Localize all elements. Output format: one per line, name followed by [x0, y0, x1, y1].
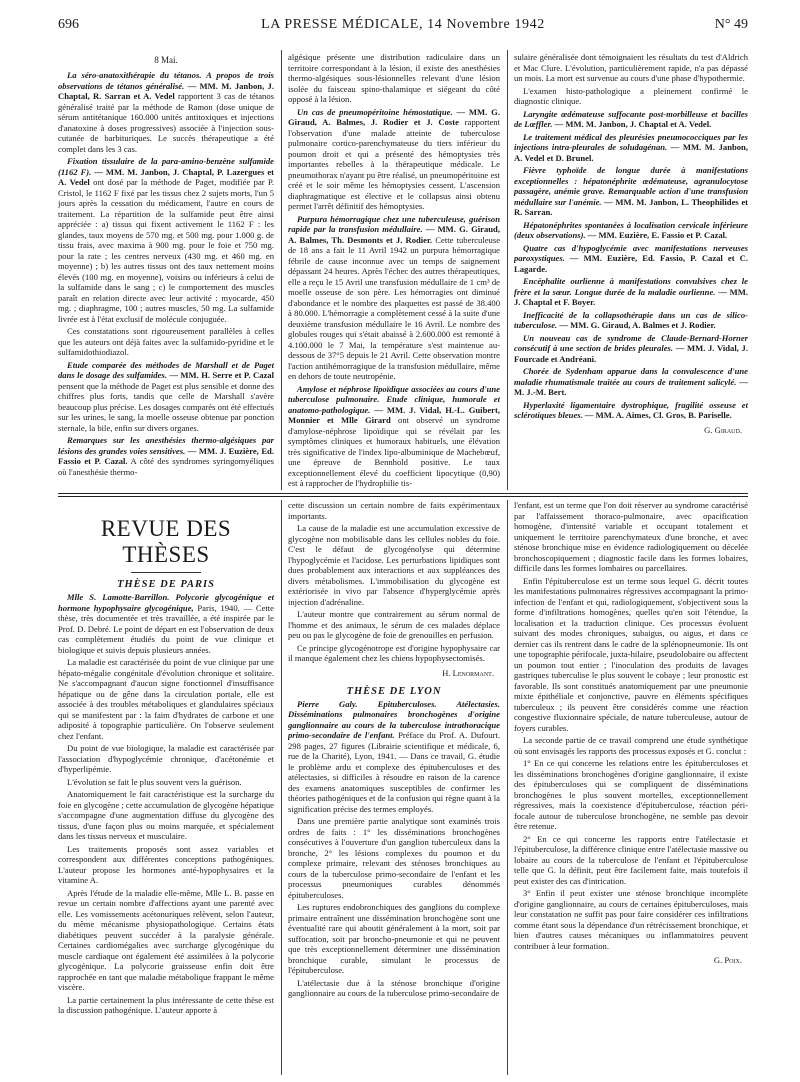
- paper-title: Un nouveau cas de syndrome de Claude-Bernard-Horner consécutif à une section de brides pleurales.: [514, 332, 748, 353]
- paper-authors: — MM. H. Serre et P. Cazal: [166, 370, 274, 380]
- paper-title: Purpura hémorragique chez une tuberculeuse, guérison rapide par la transfusion médullaire.: [288, 213, 500, 234]
- paragraph: [514, 310, 748, 331]
- paragraph: [288, 384, 500, 489]
- paragraph: [58, 888, 274, 993]
- paper-authors: — MM. G. Giraud, A. Balmes, Th. Desmonts et J. Rodier.: [288, 224, 500, 245]
- paragraph: [514, 86, 748, 107]
- paper-authors: — MM. A. Aimes, Cl. Gros, B. Pariselle.: [582, 410, 732, 420]
- signature: G. Poix.: [713, 955, 742, 965]
- paper-title: La séro-anatoxithérapie du tétanos. A propos de trois observations de tétanos généralisé.: [58, 70, 274, 91]
- paragraph: [288, 523, 500, 607]
- paragraph-text: La maladie est caractérisée du point de vue clinique par une hépato-mégalie congénitale d'évolution chronique et solitaire. Ne s'accompagnant d'aucun signe fonctionnel d'insuffisance hépatique ou de gêne dans la circulation portale, elle est associée à des troubles métaboliques et glandulaires spéciaux qui se manifestent par : la faim d'hydrates de carbone et une adiposité à topographie particulière. On l'observe seulement chez l'enfant.: [58, 657, 274, 741]
- paper-authors: — MM. G. Giraud, A. Balmes et J. Rodier.: [557, 320, 716, 330]
- paragraph-text: L'évolution se fait le plus souvent vers la guérison.: [67, 776, 242, 787]
- paragraph: [514, 758, 748, 832]
- paper-title: Remarques sur les anesthésies thermo-algésiques par lésions des grandes voies sensitives.: [58, 435, 274, 456]
- paper-title: Encéphalite ourlienne à manifestations convulsives chez le frère et la sœur. Longue durée de la maladie ourlienne.: [514, 276, 748, 297]
- paragraph: [514, 735, 748, 756]
- bottom-column-3: [514, 500, 748, 1075]
- paper-authors: — MM. M. Janbon, J. Chaptal, P. Lazergues et A. Vedel: [58, 166, 274, 187]
- top-column-1: [58, 55, 274, 491]
- paragraph-text: sulaire généralisée dont témoignaient les résultats du test d'Aldrich et Mac Clure. L'évolution, particulièrement rapide, n'a pas dépassé un mois. La mort est survenue au cours d'une phase d'hypothermie.: [514, 52, 748, 83]
- issue-number: N° 49: [714, 17, 748, 32]
- paragraph-text: rapportent l'observation d'une malade atteinte de tuberculose pulmonaire cortico-parenchymateuse du tiers inférieur du poumon droit et qui a présenté des hémoptysies très importantes rebelles à la thérapeutique médicale. Le pneumothorax n'ayant pu être réalisé, un pneumopéritoine est créé et le soir même les hémoptysies cessent. L'ascension diaphragmatique est élective et le collapsus ainsi obtenu permet l'arrêt définitif des hémoptysies.: [288, 117, 500, 211]
- paragraph: [58, 360, 274, 434]
- paragraph: [58, 777, 274, 788]
- paragraph: [514, 888, 748, 951]
- paragraph-text: Les traitements proposés sont assez variables et correspondent aux différentes conceptions pathogéniques. L'auteur propose les hormones anté-hypophysaires et la vitamine A.: [58, 843, 274, 885]
- paper-authors: — MM. J. Chaptal et F. Boyer.: [514, 286, 748, 307]
- paragraph-text: Après l'étude de la maladie elle-même, Mlle L. B. passe en revue un certain nombre d'affections ayant une parenté avec elle. Les vomissements acétonuriques relèvent, selon l'auteur, du même mécanisme physiopathologique. Certains états diabétiques peuvent succéder à la paralysie générale. Certaines cardiomégalies avec surcharge glycogénique du muscle cardiaque ont également été assimilées à la polycorie glycogénique. La polycorie graisseuse enfin doit être rapprochée en tant que maladie métabolique frappant le même viscère.: [58, 887, 274, 992]
- paragraph: [288, 978, 500, 999]
- paper-authors: — M. J.-M. Bert.: [514, 376, 748, 397]
- paper-authors: — MM. Euzière, Ed. Fassio, P. Cazal et C. Lagarde.: [514, 253, 748, 274]
- paragraph: [58, 326, 274, 358]
- paragraph-text: L'examen histo-pathologique a pleinement confirmé le diagnostic clinique.: [514, 85, 748, 106]
- paragraph-text: La cause de la maladie est une accumulation excessive de glycogène non mobilisable dans les cellules nobles du foie. C'est le défaut de glycogénolyse qui détermine l'hypoglycémie et l'acidose. Les perturbations lipidiques sont dues probablement aux interactions et aux suppléances des divers métabolismes. L'immobilisation du glycogène est extériorisée in vivo par l'absence d'hyperglycémie après injection d'adrénaline.: [288, 523, 500, 607]
- paper-title: Laryngite œdémateuse suffocante post-morbilleuse et bacilles de Lœffler.: [514, 108, 748, 129]
- heading-rule: [131, 572, 201, 573]
- paragraph: [514, 220, 748, 241]
- paper-authors: — MM. J. Euzière, Ed. Fassio et P. Cazal.: [58, 445, 274, 466]
- paragraph: [288, 902, 500, 976]
- paragraph-text: ont dosé par la méthode de Paget, modifiée par P. Cristol, le 1162 F fixé par les tissus chez 2 sujets morts, l'un 5 jours après la cessation du médicament, l'autre en cours de traitement. La répartition de la sulfamide peut être ainsi appréciée : a) tissus qui fixent activement le 1162 F : les glandes, taux moyens de 570 mg. et 500 mg. pour 1.000 g. de tissu frais, avec maxima à 900 mg. pour le foie et 750 mg. pour la rate ; les centres nerveux (430 mg. et 460 mg. en moyenne) ; b) les autres tissus ont des taux nettement moins élevés (100 mg. en moyenne), voisins ou inférieurs à celui de la sulfamide dans le sang ; c) le comportement des muscles paraît en relation directe avec leur activité : myocarde, 450 mg. ; diaphragme, 100 ; autres muscles, 50 mg. La sulfamide livrée est à l'état exclusif de molécule conjuguée.: [58, 177, 274, 324]
- paragraph: [58, 844, 274, 886]
- paper-title: Hépatonéphrites spontanées à localisation cervicale inférieure (deux observations).: [514, 219, 748, 240]
- paper-title: Fixation tissulaire de la para-amino-benzène sulfamide (1162 F).: [58, 156, 274, 177]
- paper-authors: — MM. J. Vidal, J. Fourcade et Andréani.: [514, 343, 748, 364]
- bottom-column-2: [288, 500, 500, 1075]
- paragraph-text: La partie certainement la plus intéressante de cette thèse est la discussion pathogénique. L'auteur apporte à: [58, 994, 274, 1015]
- paragraph-text: La seconde partie de ce travail comprend une étude synthétique où sont envisagés les rapports des processus exposés et G. conclut :: [514, 735, 748, 756]
- paragraph: [514, 132, 748, 164]
- paragraph: [514, 52, 748, 84]
- paragraph-text: Enfin l'épituberculose est un terme sous lequel G. décrit toutes les manifestations pulmonaires régressives accompagnant la primo-infection de l'enfant et qui, radiologiquement, s'objectivent sous la forme d'infiltrations homogènes, quelles qu'en soit l'étendue, la localisation et la traduction clinique. Ces processus évoluent suivant des modes chroniques, subaigus, ou aigus, et dans ce dernier cas ils rentrent dans le cadre de la splénopneumonie. Ils ont une topographie périfocale, juxta-hilaire, pseudolobaire ou affectent un poumon tout entier ; l'inoculation des produits de lavages gastriques tuberculise le plus souvent le cobaye ; leur pronostic est favorable. Ils sont constitués anatomiquement par une pneumonie mixte épithéliale et conjonctive, pauvre en éléments spécifiques tuberculeux ; ils peuvent être considérés comme une réaction congestive fluxionnaire spéciale, de nature tuberculeuse, autour de foyers curables.: [514, 575, 748, 733]
- paper-title: Chorée de Sydenham apparue dans la convalescence d'une maladie rhumatismale traitée au cours de traitement salicylé.: [514, 366, 748, 387]
- paper-title: Un cas de pneumopéritoine hémostatique.: [297, 106, 453, 117]
- paragraph-text: L'atélectasie due à la sténose bronchique d'origine ganglionnaire au cours de la tuberculose primo-secondaire de: [288, 977, 500, 998]
- masthead: LA PRESSE MÉDICALE, 14 Novembre 1942: [261, 17, 545, 32]
- paragraph-text: Les ruptures endobronchiques des ganglions du complexe primaire entraînent une dissémination bronchogène sont une éventualité rare qui aboutit généralement à la mort, soit par suffocation, soit par broncho-pneumonie et qui ne peuvent que très exceptionnellement déterminer une dissémination bronchique curable, simulant le processus de l'épituberculose.: [288, 902, 500, 975]
- paragraph: [514, 500, 748, 574]
- paragraph-text: L'auteur montre que contrairement au sérum normal de l'homme et des animaux, le sérum de ces malades déplace peu ou pas le glycogène de foie de grenouilles en perfusion.: [288, 609, 500, 640]
- paragraph: [58, 70, 274, 154]
- paragraph-text: algésique présente une distribution radiculaire dans un territoire correspondant à la lésion, il existe des anesthésies thermo-algésiques sous-lésionnelles relevant d'une lésion isolée du faisceau spino-thalamique et siégeant du côté opposé à la lésion.: [288, 52, 500, 104]
- thesis-section-title: THÈSE DE PARIS: [117, 579, 215, 590]
- paragraph: [58, 789, 274, 842]
- paragraph: [288, 214, 500, 382]
- top-column-3: [514, 52, 748, 491]
- thesis-section-title: THÈSE DE LYON: [346, 685, 442, 697]
- paragraph: [288, 609, 500, 641]
- paragraph: [514, 333, 748, 365]
- paragraph-text: Anatomiquement le fait caractéristique est la surcharge du foie en glycogène ; cette accumulation de glycogène hépatique s'accompagne d'une augmentation diffuse du glycogène des tissus, d'une façon plus ou moins marquée, et spécialement dans les tissus nerveux et musculaire.: [58, 789, 274, 841]
- paper-authors: — MM. M. Janbon, A. Vedel et D. Brunel.: [514, 142, 748, 163]
- paragraph: [514, 366, 748, 398]
- paper-authors: — MM. Euzière, E. Fassio et P. Cazal.: [585, 230, 728, 240]
- signature: G. Giraud.: [704, 424, 742, 435]
- page-number: 696: [58, 17, 79, 32]
- paper-title: Mlle S. Lamotte-Barrillon. Polycorie glycogénique et hormone hypophysaire glycogénique,: [58, 592, 274, 613]
- paper-title: Fièvre typhoïde de longue durée à manifestations exceptionnelles : hépatonéphrite œdémateuse, agranulocytose passagère, anémie grave. Remarquable action d'une transfusion médullaire sur l'anémie.: [514, 165, 748, 207]
- paragraph-text: 3° Enfin il peut exister une sténose bronchique incomplète d'origine ganglionnaire, au cours de certaines épituberculoses, mais leur constatation ne suffit pas pour faire considérer ces infiltrations comme étant sous la dépendance d'un rétrécissement bronchique, et bien d'autres causes mécaniques ou inflammatoires peuvent contribuer à leur formation.: [514, 888, 748, 951]
- bottom-column-1: [58, 500, 274, 1075]
- paper-title: Pierre Galy. Epituberculoses. Atélectasies. Disséminations pulmonaires bronchogènes d'origine ganglionnaire au cours de la tuberculose intrathoracique primo-secondaire de l'enfant.: [288, 698, 500, 740]
- paragraph-text: A côté des syndromes syringomyéliques où l'anesthésie thermo-: [58, 456, 274, 477]
- page-header: [58, 17, 748, 35]
- paragraph-text: 1° En ce qui concerne les relations entre les épituberculoses et les disséminations bronchogènes d'origine ganglionnaire, il existe des épituberculoses qui se compliquent de disséminations bronchogènes le plus souvent mortelles, exceptionnellement régressives, mais la coexistence d'épituberculose, réaction péri-focale autour de tuberculose bronchogène, ne semble pas devoir être retenue.: [514, 758, 748, 831]
- paper-title: Le traitement médical des pleurésies pneumococciques par les injections intra-pleurales de soludagénan.: [514, 131, 748, 152]
- column-divider: [507, 500, 508, 1075]
- paragraph: [514, 165, 748, 218]
- paper-title: Amylose et néphrose lipoïdique associées au cours d'une tuberculose pulmonaire. Etude clinique, humorale et anatomo-pathologique.: [288, 383, 500, 415]
- paragraph: [58, 592, 274, 655]
- paragraph: [58, 657, 274, 741]
- paragraph: [514, 834, 748, 887]
- paragraph-text: cette discussion un certain nombre de faits expérimentaux importants.: [288, 500, 500, 521]
- paragraph: [58, 995, 274, 1016]
- paragraph-text: Ce principe glycogénotrope est d'origine hypophysaire car il manque également chez les chiens hypophysectomisés.: [288, 642, 500, 663]
- paper-title: Quatre cas d'hypoglycémie avec manifestations nerveuses paroxystiques.: [514, 242, 748, 263]
- paragraph-text: Paris, 1940. — Cette thèse, très documentée et très travaillée, a été inspirée par le Prof. D. Debré. Le point de départ en est l'observation de deux cas complètement étudiés du point de vue clinique et biologique et suivis depuis plusieurs années.: [58, 602, 274, 655]
- paragraph-text: rapportent 3 cas de tétanos généralisé traité par la méthode de Ramon (dose unique de sérum antitétanique 160.000 unités antitoxiques et injections d'anatoxine à doses progressives) associée à l'injection sous-cutanée de barbituriques. Le succès thérapeutique a été complet dans les 3 cas.: [58, 91, 274, 154]
- paragraph-text: Ces constatations sont rigoureusement parallèles à celles que les auteurs ont déjà faites avec la sulfamido-pyridine et le sulfamidothiodiazol.: [58, 326, 274, 357]
- paragraph: [514, 576, 748, 734]
- signature: H. Lenormant.: [442, 667, 494, 678]
- paragraph-text: 2° En ce qui concerne les rapports entre l'atélectasie et l'épituberculose, la différence clinique entre l'atélectasie massive ou lobaire au cours de la tuberculose de l'enfant et l'épituberculose telle que G. la définit, peut être facilement faite, mais toutefois il peut exister des cas d'intrication.: [514, 833, 748, 886]
- paragraph: [288, 643, 500, 664]
- paragraph: [288, 699, 500, 815]
- paragraph-text: Cette tuberculeuse de 18 ans a fait le 11 Avril 1942 un purpura hémorragique fébrile de cause inconnue avec un temps de saignement dépassant 24 heures. Après l'échec des autres thérapeutiques, elle a reçu le 15 Avril une transfusion médullaire de 1 cm³ de moelle osseuse de son père. Les hémorragies ont diminué d'abondance et le nombre des plaquettes est passé de 38.400 à 80.000. L'hémorragie a complètement cessé à la suite d'une deuxième transfusion médullaire le 16 Avril. Le nombre des globules rouges qui s'était abaissé à 2.600.000 est remonté à 4.100.000 le 7 Mai, la température s'est maintenue au-dessous de 37°5 depuis le 21 Avril. Cette observation montre l'action antihémorragique de la transfusion médullaire, même en dehors de toute neutropénie.: [288, 234, 500, 381]
- paper-title: Inefficacité de la collapsothérapie dans un cas de silico-tuberculose.: [514, 309, 748, 330]
- column-divider: [281, 500, 282, 1075]
- paragraph: [58, 743, 274, 775]
- paper-authors: — MM. G. Giraud, A. Balmes, J. Rodier et J. Coste: [288, 106, 500, 127]
- paragraph-text: l'enfant, est un terme que l'on doit réserver au syndrome caractérisé par l'affaissement thoraco-pulmonaire, avec opacification homogène, d'intensité variable et occupant totalement et uniquement le territoire parenchymateux d'une bronche, et avec sténose bronchique mise en évidence radiologiquement ou décelée bronchoscopiquement ; diagnostic facile dans les formes lobaires, difficile dans les formes lombaires ou parcellaires.: [514, 500, 748, 573]
- paper-authors: — MM. M. Janbon, J. Chaptal, R. Sarran et A. Vedel: [58, 80, 274, 101]
- paper-title: Etude comparée des méthodes de Marshall et de Paget dans le dosage des sulfamides.: [58, 359, 274, 380]
- paragraph-text: ont observé un syndrome d'amylose-néphrose lipoïdique qui se révélait par les symptômes cliniques et humoraux habituels, une élévation très significative de l'index lipo-albuminique de Machebœuf, une épreuve de Bennhold positive. Le taux exceptionnellement élevé du coefficient lipocytique (0,90) est à rapprocher de l'hydrophilie tis-: [288, 415, 500, 488]
- paper-authors: — MM. J. Vidal, H.-L. Guibert, Monnier et Mlle Girard: [288, 404, 500, 425]
- section-rule: [58, 493, 748, 494]
- paper-title: Hyperlaxité ligamentaire dystrophique, fragilité osseuse et sclérotiques bleues.: [514, 399, 748, 420]
- paper-authors: — MM. M. Janbon, J. Chaptal et A. Vedel.: [552, 119, 712, 129]
- session-date: 8 Mai.: [154, 55, 178, 65]
- paragraph-text: Du point de vue biologique, la maladie est caractérisée par l'association d'hypoglycémie chronique, d'acétonémie et d'hyperlipémie.: [58, 743, 274, 774]
- paragraph-text: Préface du Prof. A. Dufourt. 298 pages, 27 figures (Librairie scientifique et médicale, 6, rue de la Charité), Lyon, 1941. — Dans ce travail, G. étudie le problème ardu et complexe des épituberculoses et des atélectasies, si difficiles à résoudre en raison de la carence des examens anatomiques susceptibles de confirmer les théories pathogéniques et de la confusion qui règne quant à la signification précise des termes employés.: [288, 730, 500, 814]
- paragraph: [58, 156, 274, 324]
- column-divider: [507, 50, 508, 490]
- paragraph: [58, 435, 274, 477]
- section-rule: [58, 496, 748, 497]
- paragraph: [288, 107, 500, 212]
- top-column-2: [288, 52, 500, 491]
- paragraph: [514, 400, 748, 421]
- paragraph: [288, 816, 500, 900]
- paragraph-text: pensent que la méthode de Paget est plus sensible et donne des chiffres plus forts, tandis que celle de Marshall s'avère beaucoup plus précise. Les dosages comparés ont été effectués sur les urines, le sang, la moelle osseuse obtenue par ponction sternale, la bile, enfin sur divers organes.: [58, 380, 274, 433]
- paragraph: [514, 243, 748, 275]
- column-divider: [281, 50, 282, 490]
- paragraph: [514, 276, 748, 308]
- paragraph: [288, 500, 500, 521]
- paper-authors: — MM. M. Janbon, L. Theophilides et R. Sarran.: [514, 196, 748, 217]
- paragraph: [288, 52, 500, 105]
- section-heading: REVUE DES THÈSES: [100, 516, 232, 567]
- paragraph-text: Dans une première partie analytique sont examinés trois ordres de faits : 1° les disséminations bronchogènes consécutives à l'ouverture d'un ganglion tuberculeux dans la bronche, 2° les lésions complexes du poumon et du complexe primaire, relevant des sténoses bronchiques au cours de la tuberculose primo-secondaire de l'enfant et les processus pneumoniques curables dénommés épituberculoses.: [288, 816, 500, 900]
- paragraph: [514, 109, 748, 130]
